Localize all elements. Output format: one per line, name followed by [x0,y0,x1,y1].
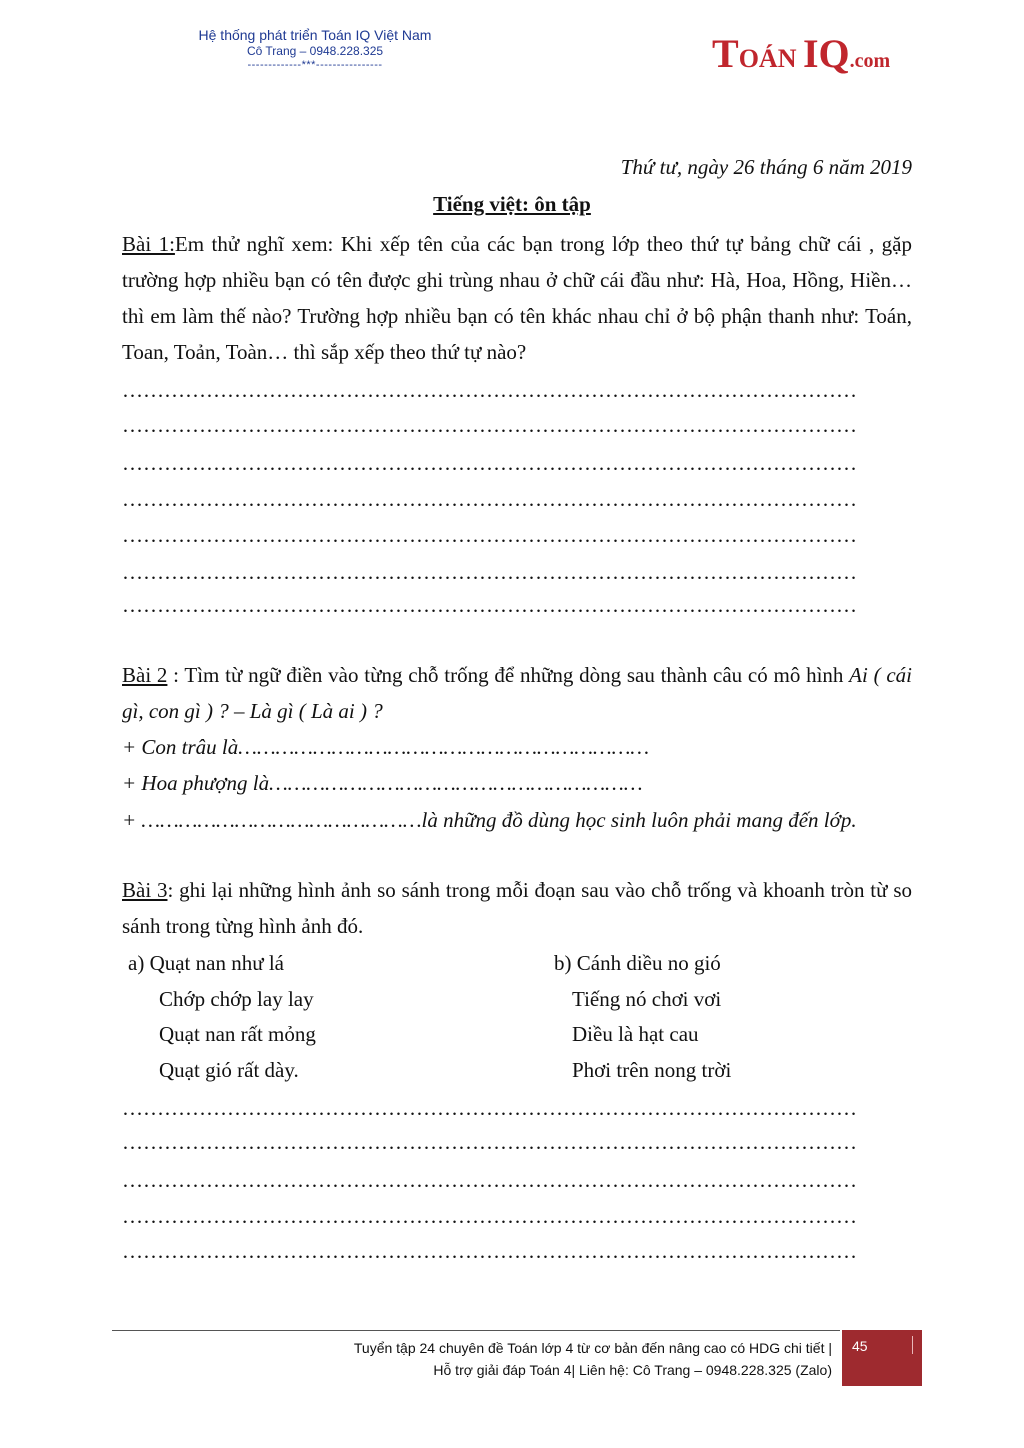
fill-line-3-rest: là những đồ dùng học sinh luôn phải mang đến lớp. [421,808,857,832]
exercise-1-text: Em thử nghĩ xem: Khi xếp tên của các bạn trong lớp theo thứ tự bảng chữ cái , gặp trường hợp nhiều bạn có tên được ghi trùng nhau ở chữ cái đầu như: Hà, Hoa, Hồng, Hiền… thì em làm thế nào? Trường hợp nhiều bạn có tên khác nhau chỉ ở bộ phận thanh như: Toán, Toan, Toản, Toàn… thì sắp xếp theo thứ tự nào? [122,232,912,364]
exercise-3-text: : ghi lại những hình ảnh so sánh trong mỗi đoạn sau vào chỗ trống và khoanh tròn từ so sánh trong từng hình ảnh đó. [122,878,912,938]
answer-line: …………………………………………………………………………………………… [122,1168,857,1192]
exercise-2-model: Ai ( cái gì, con gì ) ? – Là gì ( Là ai ) ? [122,663,912,723]
answer-line: …………………………………………………………………………………………… [122,523,857,547]
answer-line: …………………………………………………………………………………………… [122,378,857,402]
fill-line-1: + Con trâu là………………………………………………………… [122,735,650,759]
poem-b-line: Phơi trên nong trời [572,1058,732,1082]
exercise-2-text: : Tìm từ ngữ điền vào từng chỗ trống để những dòng sau thành câu có mô hình [167,663,850,687]
poem-b-line: Tiếng nó chơi vơi [572,987,722,1011]
answer-line: …………………………………………………………………………………………… [122,451,857,475]
logo-oan: OÁN [738,44,803,73]
header-divider: -------------***---------------- [247,59,383,71]
footer-divider [112,1330,840,1331]
org-name: Hệ thống phát triển Toán IQ Việt Nam [198,27,432,43]
footer-line-1: Tuyển tập 24 chuyên đề Toán lớp 4 từ cơ bản đến nâng cao có HDG chi tiết | [353,1340,832,1356]
fill-line-3-prefix: + ……………………………………… [122,808,422,832]
poem-a-line: a) Quạt nan như lá [128,951,284,975]
footer-line-2: Hỗ trợ giải đáp Toán 4| Liên hệ: Cô Trang – 0948.228.325 (Zalo) [433,1362,832,1378]
exercise-2 [122,657,912,729]
fill-line-2: + Hoa phượng là…………………………………………………… [122,771,643,795]
exercise-3 [122,872,912,944]
answer-line: …………………………………………………………………………………………… [122,1239,857,1263]
toaniq-logo [712,30,890,77]
poem-a-line: Quạt gió rất dày. [159,1058,299,1082]
exercise-1 [122,226,912,370]
answer-line: …………………………………………………………………………………………… [122,487,857,511]
logo-t: T [712,31,739,76]
logo-iq: IQ [802,31,850,76]
exercise-3-label: Bài 3 [122,878,168,902]
exercise-2-label: Bài 2 [122,663,168,687]
logo-com: .com [849,50,891,72]
page-box-divider [912,1336,913,1354]
answer-line: …………………………………………………………………………………………… [122,413,857,437]
answer-line: …………………………………………………………………………………………… [122,1130,857,1154]
document-date: Thứ tư, ngày 26 tháng 6 năm 2019 [620,155,912,179]
page-header [150,26,480,72]
poem-a-line: Quạt nan rất mỏng [159,1022,316,1046]
answer-line: …………………………………………………………………………………………… [122,593,857,617]
answer-line: …………………………………………………………………………………………… [122,1204,857,1228]
exercise-1-label: Bài 1: [122,232,175,256]
header-contact: Cô Trang – 0948.228.325 [246,44,384,58]
page-title: Tiếng việt: ôn tập [433,192,591,216]
fill-line-3 [122,802,912,838]
page-number: 45 [852,1338,868,1354]
poem-a-line: Chớp chớp lay lay [159,987,314,1011]
poem-b-line: Diều là hạt cau [572,1022,699,1046]
poem-b-line: b) Cánh diều no gió [554,951,721,975]
answer-line: …………………………………………………………………………………………… [122,560,857,584]
answer-line: …………………………………………………………………………………………… [122,1096,857,1120]
